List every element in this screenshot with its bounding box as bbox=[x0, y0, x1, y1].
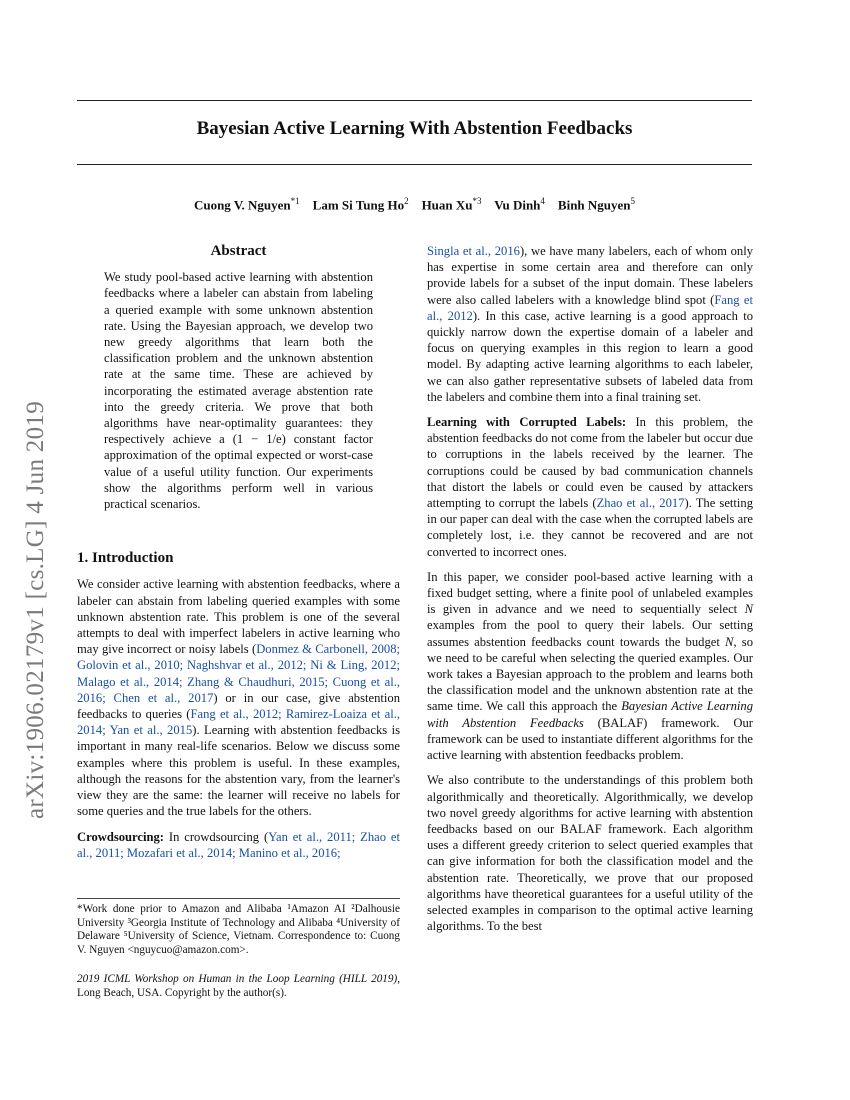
citation-link[interactable]: Zhao et al., 2017 bbox=[596, 496, 685, 511]
citation-link[interactable]: Fang et al., 2012; Ramirez-Loaiza et al., 2014; Yan et al., 2015 bbox=[77, 707, 400, 738]
citation-link[interactable]: Singla et al., 2016 bbox=[427, 244, 520, 258]
body-text: We consider active learning with abstention feedbacks, where a labeler can abstain from labeling queried examples with some unknown abstention rate. This problem is one of the several attempts to deal with imperfect labelers in active learning who may give incorrect or noisy labels ( bbox=[77, 577, 400, 657]
affiliations-note: *Work done prior to Amazon and Alibaba ¹Amazon AI ²Dalhousie University ³Georgia Institute of Technology and Alibaba ⁴University of Delaware ⁵University of Science, Vietnam. Correspondence to: Cuong V. Nguyen <nguycuo@amazon.com>. bbox=[77, 903, 400, 956]
author-mark: 4 bbox=[540, 196, 545, 206]
author-mark: *1 bbox=[290, 196, 300, 206]
body-text: In this problem, the abstention feedbacks do not come from the labeler but occur due to corruptions in the labels received by the learner. The corruptions could be caused by bad communication channels that distort the labels or could even be caused by attackers attempting to corrupt the labels ( bbox=[427, 415, 753, 511]
run-in-heading: Crowdsourcing: bbox=[77, 829, 164, 844]
citation-link[interactable]: Donmez & Carbonell, 2008; Golovin et al., 2010; Naghshvar et al., 2012; Ni & Ling, 2012; Malago et al., 2014; Zhang & Chaudhuri, 2015; Cuong et al., 2016; Chen et al., 2017 bbox=[77, 642, 401, 705]
title-rule bbox=[77, 164, 752, 165]
setting-paragraph bbox=[427, 569, 753, 763]
body-text: ). The setting in our paper can deal with the case when the corrupted labels are completely lost, i.e. they cannot be recovered and are not converted to incorrect ones. bbox=[427, 496, 753, 559]
author-name: Lam Si Tung Ho bbox=[312, 197, 405, 213]
venue-name: 2019 ICML Workshop on Human in the Loop Learning (HILL 2019) bbox=[77, 973, 398, 986]
run-in-heading: Learning with Corrupted Labels: bbox=[427, 415, 627, 430]
author-mark: *3 bbox=[472, 196, 482, 206]
body-text: ), we have many labelers, each of whom only has expertise in some certain area and therefore can only provide labels for a subset of the input domain. These labelers were also called labelers with a knowledge blind spot ( bbox=[427, 244, 753, 307]
body-text: (BALAF) framework. Our framework can be used to instantiate different algorithms for the active learning with abstention feedbacks problem. bbox=[427, 715, 753, 763]
section-heading-introduction: 1. Introduction bbox=[77, 550, 174, 567]
math-variable: N bbox=[744, 602, 753, 617]
footnote bbox=[77, 898, 400, 1001]
venue-note bbox=[77, 973, 400, 1000]
citation-link[interactable]: Yan et al., 2011; Zhao et al., 2011; Mozafari et al., 2014; Manino et al., 2016; bbox=[77, 829, 400, 860]
corrupted-labels-paragraph bbox=[427, 414, 753, 560]
author-name: Vu Dinh bbox=[494, 197, 541, 213]
intro-paragraph bbox=[77, 576, 400, 819]
citation-link[interactable]: Fang et al., 2012 bbox=[427, 292, 753, 323]
venue-details: , Long Beach, USA. Copyright by the author(s). bbox=[77, 973, 400, 999]
body-text: ). In this case, active learning is a good approach to quickly narrow down the expertise domain of a labeler and focus on querying examples in this region to learn a good model. By adapting active learning algorithms to each labeler, we can also gather representative subsets of labeled data from the labelers and combine them into a final training set. bbox=[427, 308, 753, 404]
author-list bbox=[77, 196, 752, 213]
body-text: , so we need to be careful when selecting the queried examples. Our work takes a Bayesian approach to the problem and learns both the classification model and the unknown abstention rate at the same time. We call this approach the bbox=[427, 634, 754, 714]
body-text: In crowdsourcing ( bbox=[164, 829, 269, 844]
crowdsourcing-continued-paragraph bbox=[427, 243, 753, 405]
paper-title: Bayesian Active Learning With Abstention Feedbacks bbox=[196, 118, 633, 139]
right-column bbox=[427, 243, 753, 943]
contributions-paragraph: We also contribute to the understandings of this problem both algorithmically and theoretically. Algorithmically, we develop two novel greedy algorithms for active learning with abstention feedbacks based on our BALAF framework. Each algorithm uses a different greedy criterion to select queried examples that can give information for both the classification model and the abstention rate. Theoretically, we prove that our proposed algorithms have theoretical guarantees for a useful utility of the selected examples in comparison to the optimal active learning algorithms. To the best bbox=[427, 773, 753, 934]
author-mark: 2 bbox=[404, 196, 409, 206]
body-text: ). Learning with abstention feedbacks is important in many real-life scenarios. Below we discuss some examples where this problem is useful. In these examples, although the reasons for the abstention vary, from the learner's view they are the same: the learner will receive no labels for some queries and the true labels for the others. bbox=[77, 723, 400, 819]
crowdsourcing-paragraph bbox=[77, 829, 400, 861]
emphasized-text: Bayesian Active Learning with Abstention Feedbacks bbox=[427, 699, 753, 730]
left-column bbox=[77, 243, 400, 870]
author-name: Binh Nguyen bbox=[557, 197, 631, 213]
top-rule bbox=[77, 100, 752, 101]
body-text: In this paper, we consider pool-based active learning with a fixed budget setting, where a finite pool of unlabeled examples is given in advance and we need to sequentially select bbox=[427, 569, 753, 617]
body-text: examples from the pool to query their labels. Our setting assumes abstention feedbacks count towards the budget bbox=[427, 618, 753, 649]
author-name: Cuong V. Nguyen bbox=[193, 197, 291, 213]
author-mark: 5 bbox=[630, 196, 636, 206]
author-name: Huan Xu bbox=[421, 197, 473, 213]
abstract-body: We study pool-based active learning with abstention feedbacks where a labeler can abstain from labeling a queried example with some unknown abstention rate. Using the Bayesian approach, we develop two new greedy algorithms that learn both the classification problem and the unknown abstention rate at the same time. These are achieved by incorporating the estimated average abstention rate into the greedy criteria. We prove that both algorithms have near-optimality guarantees: they respectively achieve a (1 − 1/e) constant factor approximation of the optimal expected or worst-case value of a useful utility function. Our experiments show the algorithms perform well in various practical scenarios. bbox=[104, 270, 373, 512]
math-variable: N bbox=[725, 634, 734, 649]
body-text: ) or in our case, give abstention feedbacks to queries ( bbox=[77, 690, 400, 722]
abstract-heading: Abstract bbox=[210, 243, 267, 259]
